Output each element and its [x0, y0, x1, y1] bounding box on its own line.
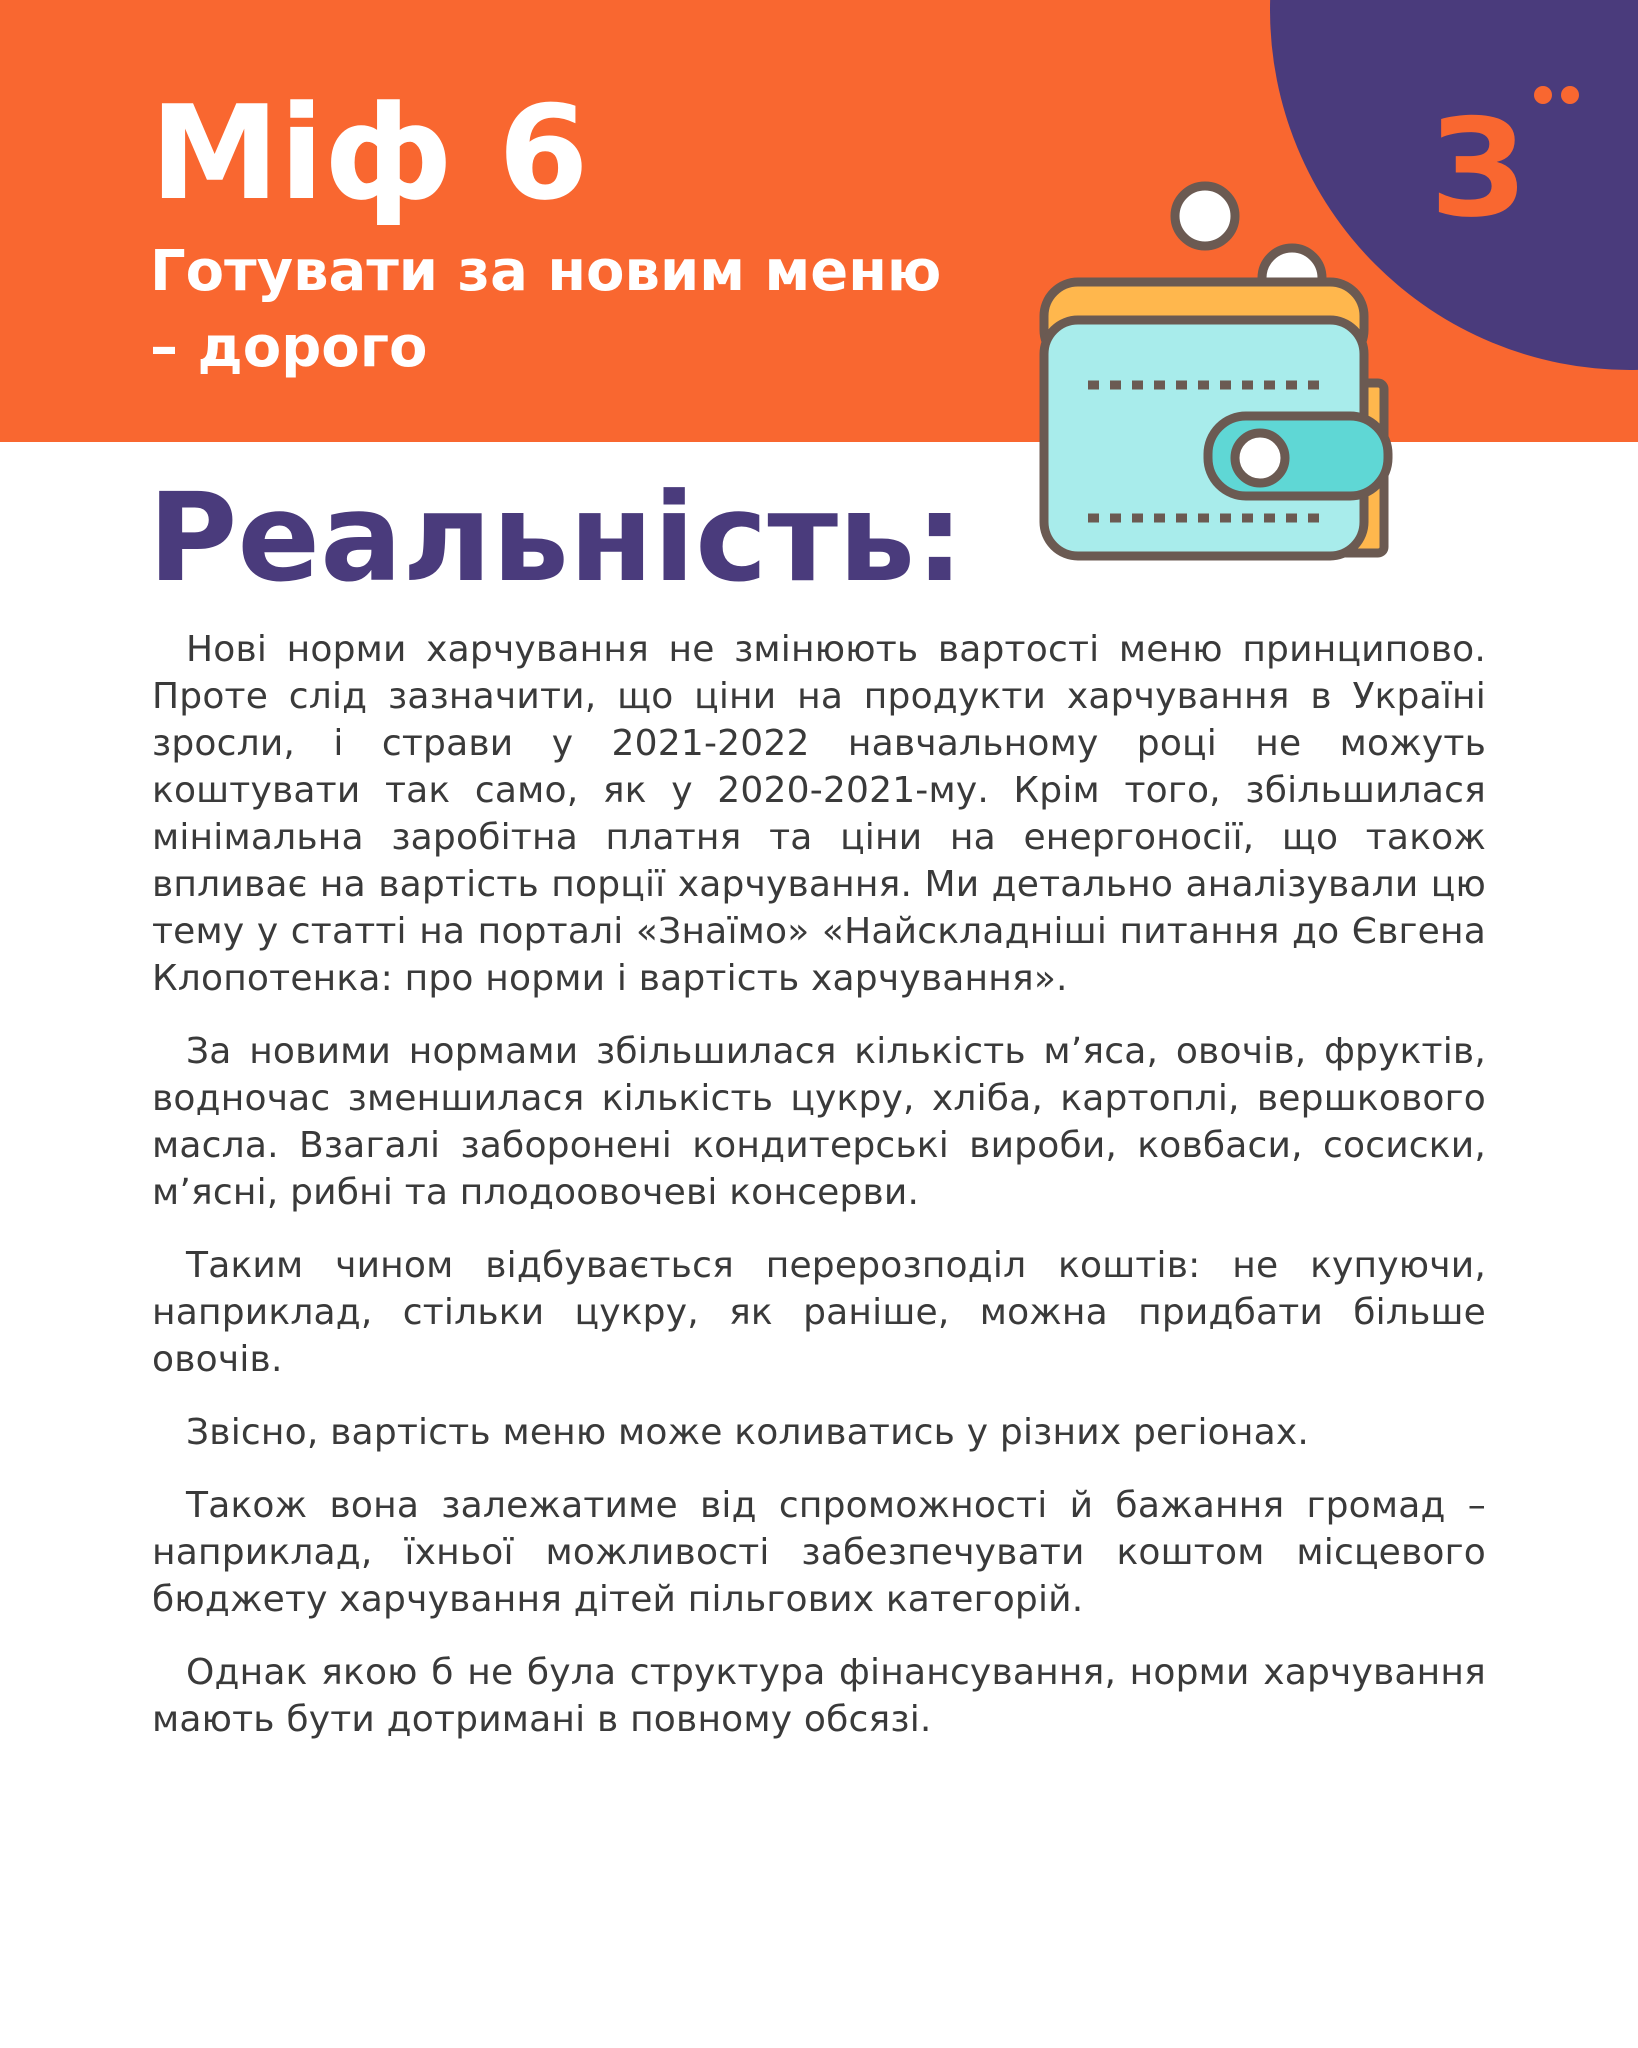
- myth-subtitle: Готувати за новим меню – дорого: [150, 239, 942, 380]
- reality-heading: Реальність:: [148, 467, 965, 609]
- paragraph-2: За новими нормами збільшилася кількість м’яса, овочів, фруктів, водночас зменшилася кількість цукру, хліба, картоплі, вершкового масла. Взагалі заборонені кондитерські вироби, ковбаси, сосиски, м’ясні, рибні та плодоовочеві консерви.: [152, 1031, 1486, 1213]
- logo-dot-left: [1534, 86, 1552, 104]
- paragraph-1: Нові норми харчування не змінюють вартості меню принципово. Проте слід зазначити, що ціни на продукти харчування в Україні зросли, і страви у 2021-2022 навчальному році не можуть коштувати так само, як у 2020-2021-му. Крім того, збільшилася мінімальна заробітна платня та ціни на енергоносії, що також впливає на вартість порції харчування. Ми детально аналізували цю тему у статті на порталі «Знаїмо» «Найскладніші питання до Євгена Клопотенка: про норми і вартість харчування».: [152, 629, 1486, 999]
- coin-top-icon: [1175, 186, 1235, 246]
- body-text: [152, 626, 1486, 1769]
- logo-letter: З: [1430, 90, 1526, 235]
- wallet-clasp-button: [1235, 433, 1285, 483]
- wallet-with-coins-icon: [1030, 180, 1410, 595]
- logo: [1430, 85, 1590, 235]
- logo-dot-right: [1561, 86, 1579, 104]
- myth-title: Міф 6: [150, 77, 589, 229]
- paragraph-6: Однак якою б не була структура фінансування, норми харчування мають бути дотримані в повному обсязі.: [152, 1652, 1486, 1740]
- paragraph-3: Таким чином відбувається перерозподіл коштів: не купуючи, наприклад, стільки цукру, як раніше, можна придбати більше овочів.: [152, 1245, 1486, 1380]
- paragraph-4: Звісно, вартість меню може коливатись у різних регіонах.: [186, 1412, 1310, 1453]
- paragraph-5: Також вона залежатиме від спроможності й бажання громад – наприклад, їхньої можливості забезпечувати коштом місцевого бюджету харчування дітей пільгових категорій.: [152, 1485, 1486, 1620]
